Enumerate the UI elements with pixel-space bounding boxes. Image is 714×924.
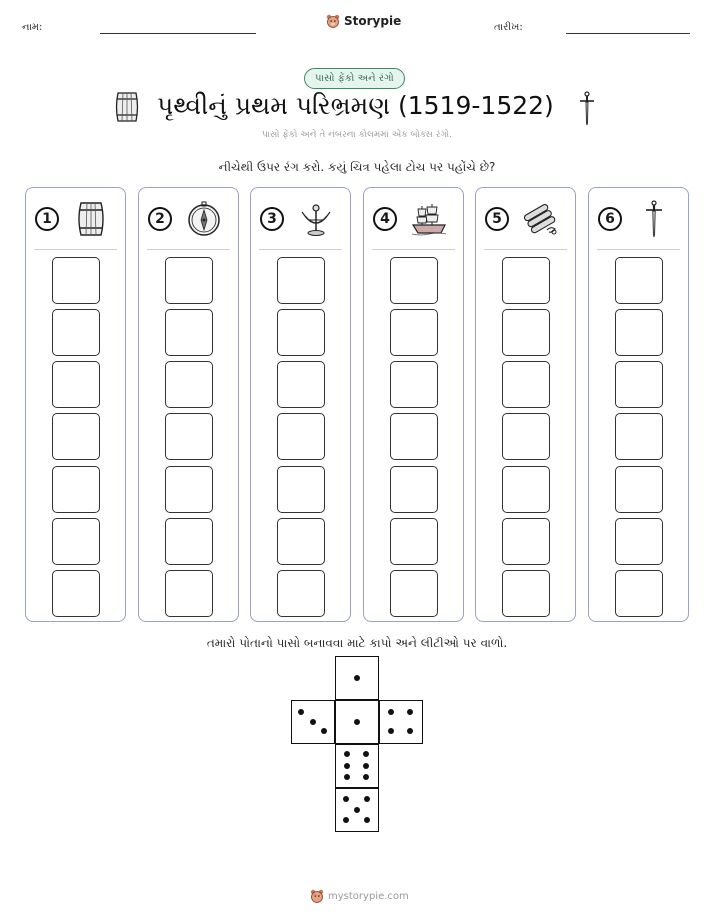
color-box[interactable] [52, 466, 100, 513]
column-number: 1 [35, 207, 59, 231]
color-box[interactable] [502, 361, 550, 408]
color-box[interactable] [615, 518, 663, 565]
column-divider [484, 249, 567, 250]
color-box[interactable] [390, 257, 438, 304]
die-pip [354, 719, 360, 725]
color-box[interactable] [165, 570, 213, 617]
color-box[interactable] [390, 361, 438, 408]
color-box[interactable] [390, 570, 438, 617]
die-pip [388, 709, 394, 715]
color-box[interactable] [502, 570, 550, 617]
color-box[interactable] [277, 361, 325, 408]
bear-icon [326, 14, 340, 28]
color-box[interactable] [502, 518, 550, 565]
date-label: તારીખ: [494, 22, 523, 33]
column-number: 2 [148, 207, 172, 231]
brand-name: Storypie [344, 14, 402, 28]
color-box[interactable] [390, 466, 438, 513]
barrel-icon [113, 91, 141, 123]
column-3 [250, 187, 351, 622]
die-pip [321, 728, 327, 734]
color-box[interactable] [165, 518, 213, 565]
color-box[interactable] [390, 413, 438, 460]
die-pip [363, 763, 369, 769]
color-box[interactable] [390, 518, 438, 565]
barrel-icon [72, 200, 110, 238]
page-subtitle: પાસો ફેંકો અને તે નંબરના કોલમમાં એક બોક્સ રંગો. [261, 130, 453, 140]
column-1 [25, 187, 126, 622]
instruction-text: નીચેથી ઉપર રંગ કરો. કયું ચિત્ર પહેલા ટોચ પર પહોંચે છે? [218, 160, 496, 174]
column-divider [259, 249, 342, 250]
color-box[interactable] [502, 466, 550, 513]
color-box[interactable] [390, 309, 438, 356]
color-box[interactable] [277, 466, 325, 513]
footer-url: mystorypie.com [328, 890, 409, 902]
page-title: પૃથ્વીનું પ્રથમ પરિભ્રમણ (1519-1522) [157, 91, 554, 120]
color-box[interactable] [502, 257, 550, 304]
die-pip [407, 709, 413, 715]
die-pip [298, 709, 304, 715]
color-box[interactable] [52, 413, 100, 460]
die-pip [407, 728, 413, 734]
astrolabe-icon [297, 200, 335, 238]
die-pip [344, 774, 350, 780]
color-box[interactable] [615, 570, 663, 617]
die-pip [354, 675, 360, 681]
rope-icon [522, 200, 560, 238]
brand-logo [326, 14, 401, 28]
column-5 [475, 187, 576, 622]
die-pip [343, 796, 349, 802]
color-box[interactable] [52, 570, 100, 617]
die-face [335, 700, 379, 744]
bear-icon [310, 889, 324, 903]
color-box[interactable] [165, 257, 213, 304]
die-pip [363, 751, 369, 757]
ship-icon [410, 200, 448, 238]
die-pip [344, 763, 350, 769]
column-2 [138, 187, 239, 622]
die-face [335, 656, 379, 700]
cut-instruction: તમારો પોતાનો પાસો બનાવવા માટે કાપો અને લીટીઓ પર વાળો. [206, 636, 508, 650]
color-box[interactable] [52, 361, 100, 408]
die-pip [388, 728, 394, 734]
color-box[interactable] [615, 309, 663, 356]
color-box[interactable] [52, 257, 100, 304]
footer [310, 889, 409, 903]
color-box[interactable] [277, 570, 325, 617]
column-number: 6 [598, 207, 622, 231]
color-box[interactable] [165, 309, 213, 356]
column-divider [34, 249, 117, 250]
column-4 [363, 187, 464, 622]
date-line[interactable] [566, 33, 690, 34]
die-pip [364, 796, 370, 802]
color-box[interactable] [165, 361, 213, 408]
color-box[interactable] [615, 257, 663, 304]
color-box[interactable] [502, 309, 550, 356]
die-pip [344, 751, 350, 757]
activity-pill: પાસો ફેંકો અને રંગો [304, 68, 405, 89]
sword-icon [578, 91, 596, 125]
color-box[interactable] [615, 361, 663, 408]
color-box[interactable] [277, 413, 325, 460]
column-divider [372, 249, 455, 250]
die-face [335, 788, 379, 832]
color-box[interactable] [615, 413, 663, 460]
color-box[interactable] [277, 257, 325, 304]
die-face [379, 700, 423, 744]
compass-icon [185, 200, 223, 238]
color-box[interactable] [277, 309, 325, 356]
color-box[interactable] [165, 466, 213, 513]
color-box[interactable] [165, 413, 213, 460]
die-pip [364, 817, 370, 823]
color-box[interactable] [502, 413, 550, 460]
name-line[interactable] [100, 33, 256, 34]
column-number: 5 [485, 207, 509, 231]
die-pip [343, 817, 349, 823]
column-divider [597, 249, 680, 250]
column-6 [588, 187, 689, 622]
color-box[interactable] [277, 518, 325, 565]
die-pip [354, 807, 360, 813]
color-box[interactable] [52, 518, 100, 565]
die-face [291, 700, 335, 744]
color-box[interactable] [52, 309, 100, 356]
sword-icon [635, 200, 673, 238]
name-label: નામ: [22, 22, 43, 33]
column-divider [147, 249, 230, 250]
column-number: 3 [260, 207, 284, 231]
color-box[interactable] [615, 466, 663, 513]
die-pip [363, 774, 369, 780]
die-face [335, 744, 379, 788]
column-number: 4 [373, 207, 397, 231]
die-pip [310, 719, 316, 725]
